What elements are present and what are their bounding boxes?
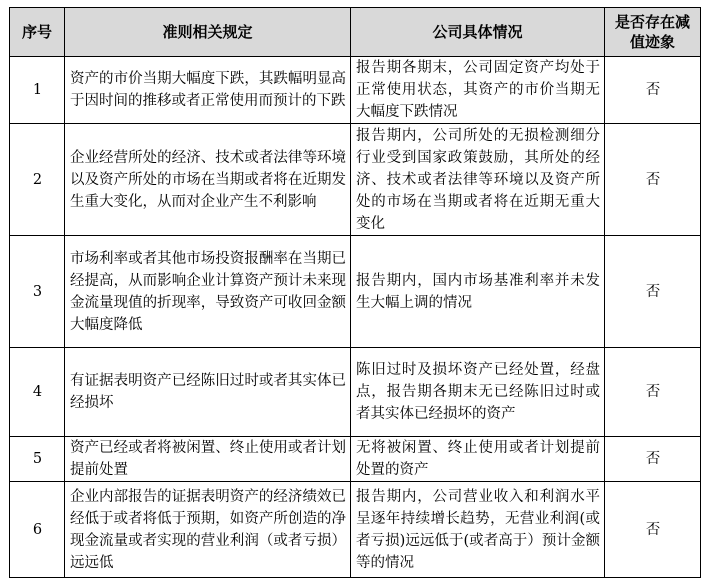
row-index: 4: [10, 348, 65, 437]
table-row: [10, 482, 701, 578]
row-rule: 资产已经或者将被闲置、终止使用或者计划提前处置: [65, 437, 351, 482]
row-rule: [65, 482, 351, 578]
table-row: [10, 236, 701, 348]
table-row: [10, 57, 701, 124]
table-row: [10, 437, 701, 482]
row-impairment: 否: [605, 348, 701, 437]
header-impairment: 是否存在减值迹象: [605, 8, 701, 57]
row-situation: 陈旧过时及损坏资产已经处置，经盘点，报告期各期末无已经陈旧过时或者其实体已经损坏的资产: [351, 348, 605, 437]
row-situation: 报告期内，国内市场基准利率并未发生大幅上调的情况: [351, 236, 605, 348]
row-impairment: 否: [605, 236, 701, 348]
header-index: 序号: [10, 8, 65, 57]
row-impairment: 否: [605, 482, 701, 578]
impairment-table-container: [9, 7, 700, 578]
row-rule: 市场利率或者其他市场投资报酬率在当期已经提高，从而影响企业计算资产预计未来现金流量现值的折现率，导致资产可收回金额大幅度降低: [65, 236, 351, 348]
row-impairment: 否: [605, 57, 701, 124]
row-situation: 报告期内，公司所处的无损检测细分行业受到国家政策鼓励，其所处的经济、技术或者法律等环境以及资产所处的市场在当期或者将在近期无重大变化: [351, 124, 605, 236]
row-situation: 无将被闲置、终止使用或者计划提前处置的资产: [351, 437, 605, 482]
table-row: [10, 348, 701, 437]
row-situation: 报告期各期末，公司固定资产均处于正常使用状态，其资产的市价当期无大幅度下跌情况: [351, 57, 605, 124]
row-impairment: 否: [605, 124, 701, 236]
row-index: 2: [10, 124, 65, 236]
row-index: 1: [10, 57, 65, 124]
table-row: [10, 124, 701, 236]
header-situation: 公司具体情况: [351, 8, 605, 57]
row-index: 6: [10, 482, 65, 578]
row-rule-text: 企业内部报告的证据表明资产的经济绩效已经低于或者将低于预期，如资产所创造的净现金流量或者实现的营业利润（或者亏损）远远低: [70, 488, 346, 571]
row-index: 5: [10, 437, 65, 482]
row-index: 3: [10, 236, 65, 348]
row-rule: 企业经营所处的经济、技术或者法律等环境以及资产所处的市场在当期或者将在近期发生重大变化，从而对企业产生不利影响: [65, 124, 351, 236]
header-row: [10, 8, 701, 57]
row-rule: 资产的市价当期大幅度下跌，其跌幅明显高于因时间的推移或者正常使用而预计的下跌: [65, 57, 351, 124]
impairment-indicator-table: [9, 7, 701, 578]
row-situation: 报告期内，公司营业收入和利润水平呈逐年持续增长趋势，无营业利润(或者亏损)远远低于(或者高于）预计金额等的情况: [351, 482, 605, 578]
row-impairment: 否: [605, 437, 701, 482]
header-rule: 准则相关规定: [65, 8, 351, 57]
row-rule: 有证据表明资产已经陈旧过时或者其实体已经损坏: [65, 348, 351, 437]
